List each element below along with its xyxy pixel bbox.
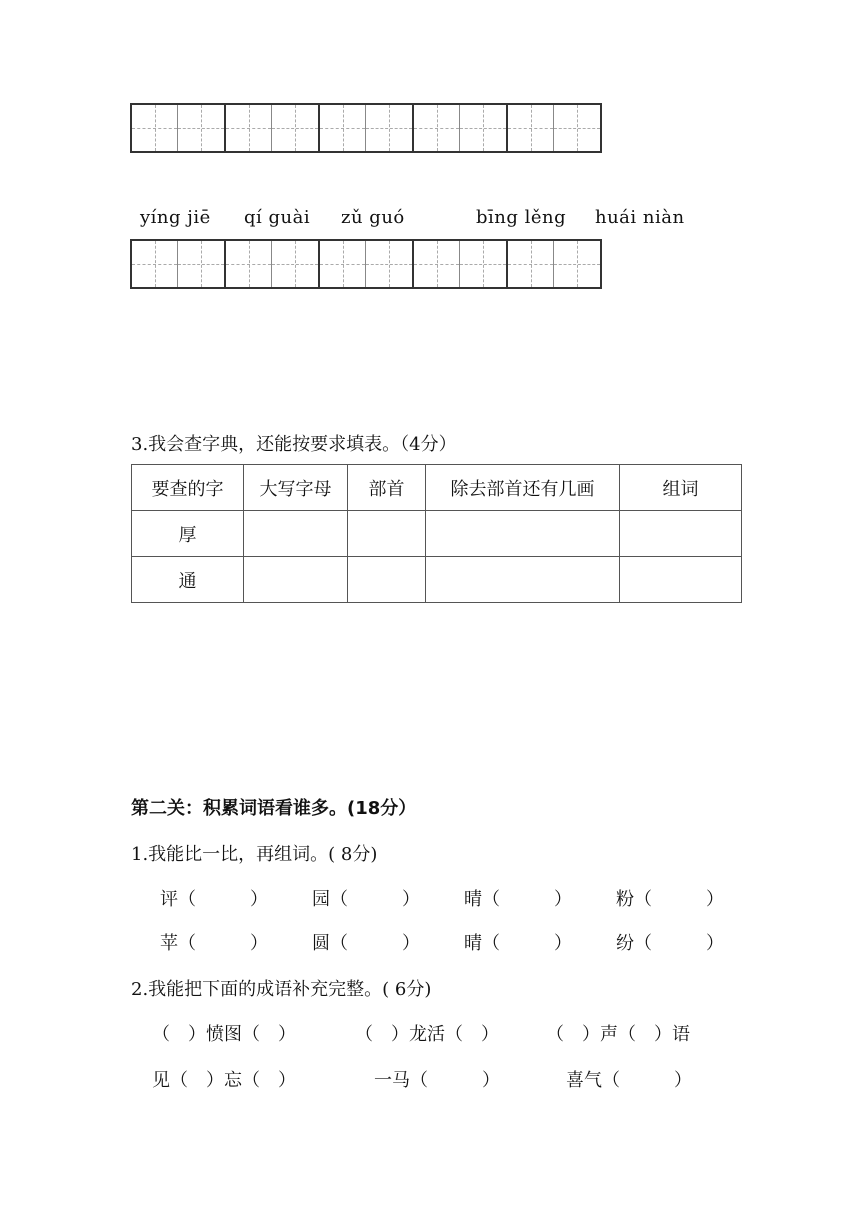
table-header-cell: 部首	[348, 465, 426, 511]
table-cell-blank[interactable]	[620, 557, 742, 603]
pinyin-label: yíng jiē	[140, 207, 211, 228]
grid-block[interactable]	[414, 103, 508, 153]
table-row	[132, 557, 742, 603]
pinyin-label: zǔ guó	[341, 207, 405, 228]
compare-word-item[interactable]: 评（ ）	[160, 889, 268, 910]
grid-block[interactable]	[226, 103, 320, 153]
grid-block[interactable]	[508, 239, 602, 289]
table-header-cell: 组词	[620, 465, 742, 511]
table-cell-blank[interactable]	[620, 511, 742, 557]
grid-block[interactable]	[130, 103, 226, 153]
idiom-item[interactable]: （ ）龙活（ ）	[355, 1024, 499, 1045]
pinyin-label: huái niàn	[595, 207, 685, 228]
table-header-cell: 要查的字	[132, 465, 244, 511]
compare-word-item[interactable]: 圆（ ）	[312, 933, 420, 954]
grid-block[interactable]	[130, 239, 226, 289]
compare-word-item[interactable]: 园（ ）	[312, 889, 420, 910]
writing-grid-top	[130, 103, 602, 153]
table-header-row	[132, 465, 742, 511]
idiom-item[interactable]: 喜气（ ）	[566, 1070, 692, 1091]
grid-block[interactable]	[414, 239, 508, 289]
grid-block[interactable]	[508, 103, 602, 153]
idiom-item[interactable]: 一马（ ）	[374, 1070, 500, 1091]
table-header-cell: 除去部首还有几画	[426, 465, 620, 511]
section-2-title: 第二关：积累词语看谁多。(18分）	[131, 798, 417, 819]
grid-block[interactable]	[226, 239, 320, 289]
dictionary-table	[131, 464, 742, 603]
s2-q2-title: 2.我能把下面的成语补充完整。( 6分)	[131, 979, 432, 1000]
table-cell-blank[interactable]	[244, 511, 348, 557]
table-cell-blank[interactable]	[244, 557, 348, 603]
pinyin-label: bīng lěng	[476, 207, 567, 228]
compare-word-item[interactable]: 晴（ ）	[464, 933, 572, 954]
compare-word-item[interactable]: 粉（ ）	[616, 889, 724, 910]
table-cell-char: 厚	[132, 511, 244, 557]
q3-title: 3.我会查字典，还能按要求填表。（4分）	[131, 434, 457, 455]
grid-block[interactable]	[320, 239, 414, 289]
table-row	[132, 511, 742, 557]
compare-word-item[interactable]: 苹（ ）	[160, 933, 268, 954]
table-cell-blank[interactable]	[348, 511, 426, 557]
pinyin-label: qí guài	[244, 207, 311, 228]
table-cell-blank[interactable]	[426, 557, 620, 603]
table-cell-blank[interactable]	[426, 511, 620, 557]
idiom-item[interactable]: （ ）声（ ）语	[546, 1024, 690, 1045]
idiom-item[interactable]: 见（ ）忘（ ）	[152, 1070, 296, 1091]
writing-grid-pinyin	[130, 239, 602, 289]
table-cell-blank[interactable]	[348, 557, 426, 603]
table-header-cell: 大写字母	[244, 465, 348, 511]
idiom-item[interactable]: （ ）愤图（ ）	[152, 1024, 296, 1045]
grid-block[interactable]	[320, 103, 414, 153]
s2-q1-title: 1.我能比一比，再组词。( 8分)	[131, 844, 378, 865]
compare-word-item[interactable]: 纷（ ）	[616, 933, 724, 954]
compare-word-item[interactable]: 晴（ ）	[464, 889, 572, 910]
table-cell-char: 通	[132, 557, 244, 603]
